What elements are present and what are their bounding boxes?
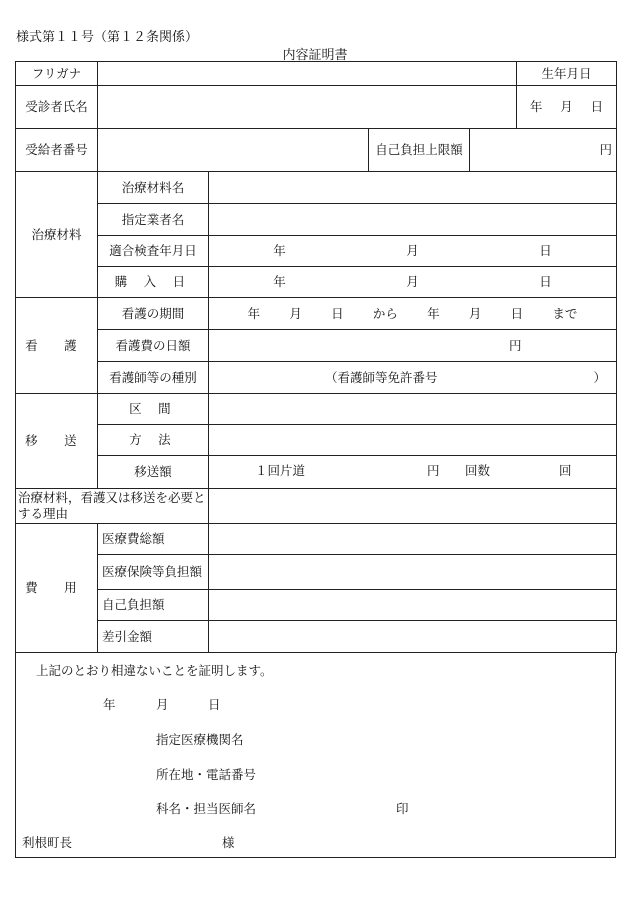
copay-limit-label: 自己負担上限額 — [369, 129, 470, 172]
costs-group-label: 費 用 — [16, 524, 98, 653]
yen-unit: 円 — [599, 142, 612, 158]
table-row — [16, 129, 617, 172]
transport-group-label: 移 送 — [16, 394, 98, 489]
year-unit: 年 — [247, 305, 261, 321]
vendor-label: 指定業者名 — [98, 204, 209, 236]
transport-section-label: 区 間 — [98, 394, 209, 425]
content-table — [15, 61, 617, 653]
yen-unit: 円 — [427, 463, 440, 478]
table-row — [16, 362, 617, 394]
one-way-label: １回片道 — [255, 463, 306, 478]
day-unit: 日 — [539, 274, 552, 290]
nursing-period-label: 看護の期間 — [98, 298, 209, 330]
patient-name-field[interactable] — [98, 86, 517, 129]
form-number: 様式第１１号（第１２条関係） — [16, 30, 199, 45]
balance-field[interactable] — [209, 621, 617, 653]
yen-unit: 円 — [509, 337, 522, 353]
table-row — [16, 425, 617, 456]
balance-label: 差引金額 — [98, 621, 209, 653]
nursing-group-label: 看 護 — [16, 298, 98, 394]
purchase-date-label: 購 入 日 — [98, 267, 209, 298]
dept-doctor-label: 科名・担当医師名 — [156, 801, 257, 816]
transport-method-field[interactable] — [209, 425, 617, 456]
table-row — [16, 489, 617, 524]
table-row — [16, 267, 617, 298]
recipient-number-field[interactable] — [98, 129, 369, 172]
certification-section — [15, 652, 616, 858]
treatment-material-group-label: 治療材料 — [16, 172, 98, 298]
insurance-share-label: 医療保険等負担額 — [98, 555, 209, 590]
reason-label: 治療材料，看護又は移送を必要とする理由 — [16, 489, 209, 524]
birthdate-field[interactable] — [517, 86, 617, 129]
birth-year-unit: 年 — [529, 99, 543, 115]
cert-month-unit: 月 — [156, 697, 169, 712]
cert-year-unit: 年 — [103, 697, 116, 712]
year-unit: 年 — [427, 305, 440, 321]
table-row — [16, 456, 617, 489]
honorific-label: 様 — [222, 835, 235, 850]
addressee-label: 利根町長 — [22, 835, 73, 850]
recipient-number-label: 受給者番号 — [16, 129, 98, 172]
birth-day-unit: 日 — [590, 99, 604, 115]
month-unit: 月 — [289, 305, 302, 321]
table-row — [16, 330, 617, 362]
transport-amount-field[interactable] — [209, 456, 617, 489]
patient-name-label: 受診者氏名 — [16, 86, 98, 129]
transport-method-label: 方 法 — [98, 425, 209, 456]
license-number-open: （看護師等免許番号 — [325, 369, 438, 385]
transport-section-field[interactable] — [209, 394, 617, 425]
year-unit: 年 — [273, 274, 286, 290]
birthdate-label: 生年月日 — [517, 62, 617, 86]
month-unit: 月 — [468, 305, 482, 321]
day-unit: 日 — [510, 305, 524, 321]
inspection-date-field[interactable] — [209, 236, 617, 267]
nursing-period-field[interactable] — [209, 298, 617, 330]
table-row — [16, 394, 617, 425]
table-row — [16, 204, 617, 236]
table-row — [16, 172, 617, 204]
table-row — [16, 298, 617, 330]
reason-field[interactable] — [209, 489, 617, 524]
transport-amount-label: 移送額 — [98, 456, 209, 489]
from-text: から — [372, 305, 398, 321]
address-phone-label: 所在地・電話番号 — [156, 767, 257, 782]
vendor-field[interactable] — [209, 204, 617, 236]
copay-limit-field[interactable] — [470, 129, 617, 172]
certificate-form — [15, 61, 615, 858]
table-row — [16, 524, 617, 555]
day-unit: 日 — [539, 243, 552, 259]
daily-cost-field[interactable] — [209, 330, 617, 362]
furigana-field[interactable] — [98, 62, 517, 86]
institution-label: 指定医療機関名 — [156, 732, 244, 747]
certification-statement: 上記のとおり相違ないことを証明します。 — [36, 663, 273, 678]
table-row — [16, 621, 617, 653]
total-medical-label: 医療費総額 — [98, 524, 209, 555]
table-row — [16, 590, 617, 621]
count-label: 回数 — [465, 463, 491, 478]
inspection-date-label: 適合検査年月日 — [98, 236, 209, 267]
insurance-share-field[interactable] — [209, 555, 617, 590]
license-number-close: ） — [593, 369, 606, 385]
table-row — [16, 62, 617, 86]
furigana-label: フリガナ — [16, 62, 98, 86]
self-pay-field[interactable] — [209, 590, 617, 621]
self-pay-label: 自己負担額 — [98, 590, 209, 621]
table-row — [16, 86, 617, 129]
material-name-label: 治療材料名 — [98, 172, 209, 204]
month-unit: 月 — [406, 243, 419, 259]
table-row — [16, 555, 617, 590]
daily-cost-label: 看護費の日額 — [98, 330, 209, 362]
material-name-field[interactable] — [209, 172, 617, 204]
day-unit: 日 — [331, 305, 344, 321]
nurse-type-label: 看護師等の種別 — [98, 362, 209, 394]
seal-mark: 印 — [396, 801, 409, 816]
table-row — [16, 236, 617, 267]
month-unit: 月 — [406, 274, 419, 290]
year-unit: 年 — [273, 243, 286, 259]
count-unit: 回 — [559, 463, 572, 478]
document-title: 内容証明書 — [282, 48, 348, 63]
to-text: まで — [552, 305, 578, 321]
nurse-type-field[interactable] — [209, 362, 617, 394]
birth-month-unit: 月 — [560, 99, 573, 115]
purchase-date-field[interactable] — [209, 267, 617, 298]
total-medical-field[interactable] — [209, 524, 617, 555]
cert-day-unit: 日 — [208, 697, 221, 712]
